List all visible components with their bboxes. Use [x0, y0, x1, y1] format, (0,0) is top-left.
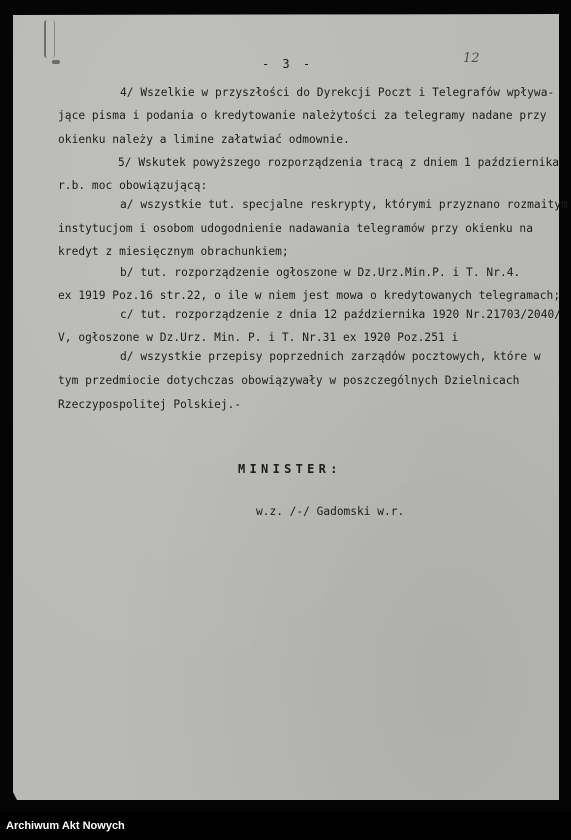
text-line: b/ tut. rozporządzenie ogłoszone w Dz.Urz.Min.P. i T. Nr.4. — [120, 266, 521, 279]
text-line: okienku należy a limine załatwiać odmownie. — [58, 133, 350, 146]
text-line: d/ wszystkie przepisy poprzednich zarządów pocztowych, które w — [120, 350, 541, 363]
signature-name: w.z. /-/ Gadomski w.r. — [256, 505, 405, 518]
text-line: c/ tut. rozporządzenie z dnia 12 października 1920 Nr.21703/2040/ — [120, 308, 562, 321]
archive-label: Archiwum Akt Nowych — [6, 820, 125, 832]
text-line: 4/ Wszelkie w przyszłości do Dyrekcji Poczt i Telegrafów wpływa- — [120, 86, 555, 99]
text-line: kredyt z miesięcznym obrachunkiem; — [58, 245, 289, 258]
text-line: a/ wszystkie tut. specjalne reskrypty, którymi przyznano rozmaitym — [120, 198, 568, 211]
text-line: r.b. moc obowiązującą: — [58, 179, 208, 192]
text-line: Rzeczypospolitej Polskiej.- — [58, 398, 242, 411]
text-line: V, ogłoszone w Dz.Urz. Min. P. i T. Nr.31 ex 1920 Poz.251 i — [58, 331, 459, 344]
text-line: ex 1919 Poz.16 str.22, o ile w niem jest mowa o kredytowanych telegramach; — [58, 289, 561, 302]
signature-title: MINISTER: — [238, 462, 342, 476]
text-line: jące pisma i podania o kredytowanie należytości za telegramy nadane przy — [58, 109, 547, 122]
handwritten-page-note: 12 — [463, 51, 480, 66]
text-line: instytucjom i osobom udogodnienie nadawania telegramów przy okienku na — [58, 222, 533, 235]
page-number: - 3 - — [261, 57, 314, 71]
archive-footer-bar — [0, 812, 571, 840]
text-line: tym przedmiocie dotychczas obowiązywały w poszczególnych Dzielnicach — [58, 374, 520, 387]
paper-fold-mark — [44, 20, 55, 58]
text-line: 5/ Wskutek powyższego rozporządzenia tracą z dniem 1 października — [118, 156, 560, 169]
